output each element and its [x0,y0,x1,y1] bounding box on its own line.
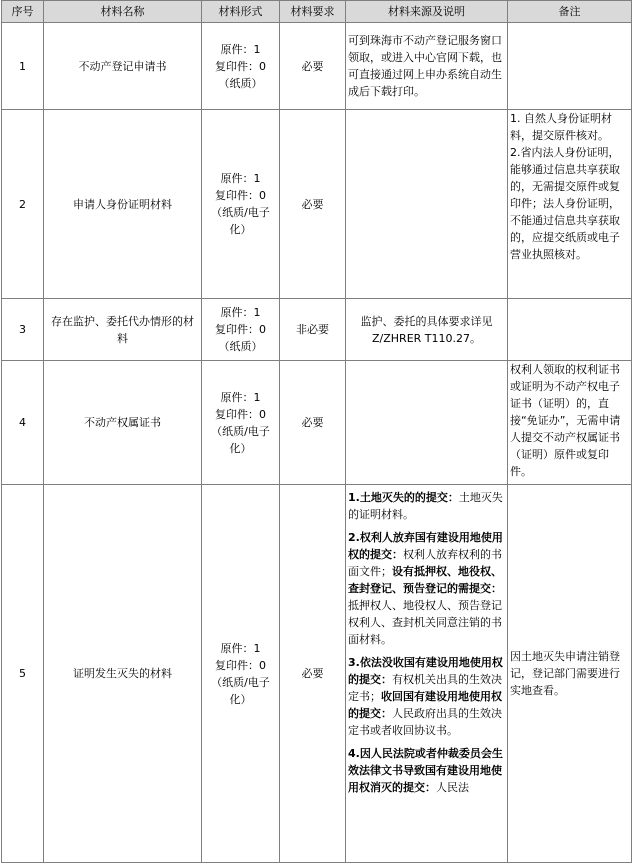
row-source [346,485,508,863]
form-copy: 复印件：0 [215,407,266,421]
source-text: 抵押权人、地役权人、预告登记权利人、查封机关同意注销的书面材料。 [348,599,502,646]
source-item-3 [348,654,505,739]
source-text: 土地灭失的证明材料。 [348,491,503,521]
row-form [202,23,280,110]
header-req: 材料要求 [280,1,346,23]
source-text: 有权机关出具的生效决定书； [348,673,502,703]
form-type: （纸质/电子化） [211,675,270,706]
form-type: （纸质/电子化） [211,424,270,455]
source-label: 设有抵押权、地役权、查封登记、预告登记的需提交： [348,565,502,595]
row-remark: 权利人领取的权利证书或证明为不动产权电子证书（证明）的，直接“免证办”，无需申请人提交不动产权属证书（证明）原件或复印件。 [508,361,632,485]
header-name: 材料名称 [44,1,202,23]
source-text: 权利人放弃权利的书面文件； [348,548,502,578]
source-text: 人民政府出具的生效决定书或者收回协议书。 [348,707,502,737]
row-source: 可到珠海市不动产登记服务窗口领取，或进入中心官网下载，也可直接通过网上申办系统自动生成后下载打印。 [346,23,508,110]
header-source: 材料来源及说明 [346,1,508,23]
source-label: 2.权利人放弃国有建设用地使用权的提交： [348,531,503,561]
form-original: 原件：1 [220,172,261,185]
form-copy: 复印件：0 [215,658,266,672]
row-no: 1 [2,23,44,110]
remark-item: 2.省内法人身份证明，能够通过信息共享获取的，无需提交原件或复印件；法人身份证明，不能通过信息共享获取的，应提交纸质或电子营业执照核对。 [510,146,620,261]
header-remark: 备注 [508,1,632,23]
table-row [2,299,632,361]
table-header-row [2,1,632,23]
table-row [2,23,632,110]
row-remark [508,23,632,110]
row-form [202,110,280,299]
row-req: 非必要 [280,299,346,361]
table-row [2,361,632,485]
source-label: 3.依法没收国有建设用地使用权的提交： [348,656,503,686]
source-item-2 [348,529,505,648]
remark-item: 1. 自然人身份证明材料，提交原件核对。 [510,112,612,142]
form-type: （纸质/电子化） [211,206,270,236]
row-no: 4 [2,361,44,485]
source-label: 收回国有建设用地使用权的提交： [348,690,502,720]
source-label: 4.因人民法院或者仲裁委员会生效法律文书导致国有建设用地使用权消灭的提交： [348,747,503,794]
form-original: 原件：1 [220,42,261,56]
form-original: 原件：1 [220,306,261,319]
row-req: 必要 [280,110,346,299]
row-req: 必要 [280,23,346,110]
form-original: 原件：1 [220,641,261,655]
row-name: 证明发生灭失的材料 [44,485,202,863]
form-copy: 复印件：0 [215,59,266,73]
materials-table [1,0,632,863]
row-source [346,361,508,485]
row-source: 监护、委托的具体要求详见Z/ZHRER T110.27。 [346,299,508,361]
source-item-1 [348,489,505,523]
row-name: 不动产登记申请书 [44,23,202,110]
source-item-4 [348,745,505,796]
form-original: 原件：1 [220,390,261,404]
row-no: 3 [2,299,44,361]
row-name: 不动产权属证书 [44,361,202,485]
header-no: 序号 [2,1,44,23]
source-text: 人民法 [436,781,469,794]
row-req: 必要 [280,485,346,863]
row-form [202,299,280,361]
row-no: 2 [2,110,44,299]
row-form [202,485,280,863]
form-copy: 复印件：0 [215,323,266,336]
source-label: 1.土地灭失的的提交： [348,491,459,504]
form-copy: 复印件：0 [215,189,266,202]
row-no: 5 [2,485,44,863]
row-remark [508,110,632,299]
form-type: （纸质） [218,76,263,90]
table-row [2,110,632,299]
row-remark [508,299,632,361]
row-name: 存在监护、委托代办情形的材料 [44,299,202,361]
row-source [346,110,508,299]
row-name: 申请人身份证明材料 [44,110,202,299]
row-remark: 因土地灭失申请注销登记，登记部门需要进行实地查看。 [508,485,632,863]
form-type: （纸质） [218,340,263,353]
table-row [2,485,632,863]
row-req: 必要 [280,361,346,485]
header-form: 材料形式 [202,1,280,23]
row-form [202,361,280,485]
